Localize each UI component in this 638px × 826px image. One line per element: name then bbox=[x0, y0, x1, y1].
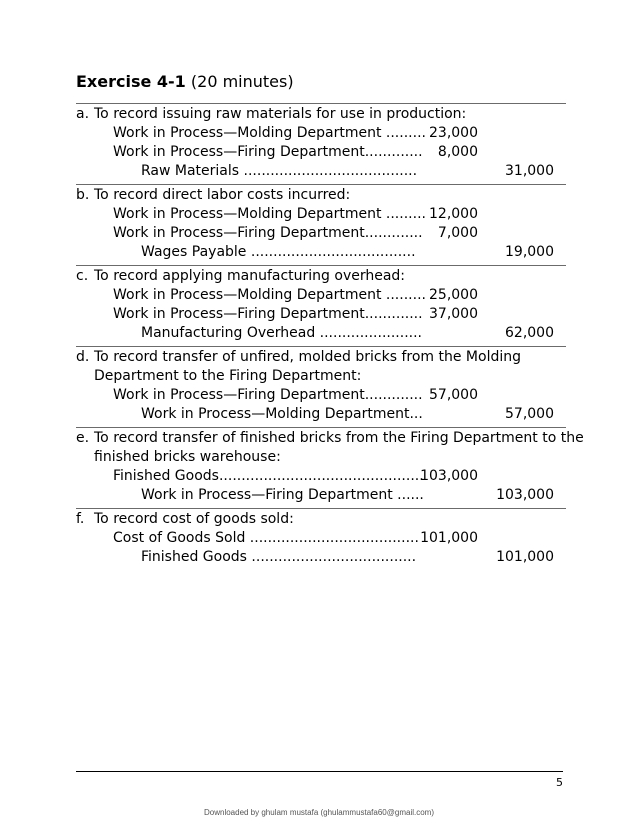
exercise-title bbox=[76, 72, 294, 92]
entry-description-line bbox=[76, 267, 566, 286]
account-name: Work in Process—Molding Department ......... bbox=[113, 125, 426, 141]
account-name: Work in Process—Molding Department... bbox=[141, 406, 423, 422]
footer-rule bbox=[76, 771, 563, 772]
account-name: Work in Process—Firing Department............. bbox=[113, 144, 423, 160]
journal-entry-d bbox=[76, 346, 566, 427]
journal-entry-a bbox=[76, 103, 566, 184]
debit-line bbox=[76, 386, 566, 405]
credit-line bbox=[76, 548, 566, 567]
account-name: Work in Process—Molding Department ......... bbox=[113, 287, 426, 303]
credit-line bbox=[76, 162, 566, 181]
entry-description-text: To record transfer of unfired, molded bricks from the Molding bbox=[94, 349, 521, 365]
debit-amount: 101,000 bbox=[420, 530, 478, 546]
credit-amount: 103,000 bbox=[496, 487, 554, 503]
account-name: Work in Process—Firing Department ...... bbox=[141, 487, 424, 503]
entry-letter: c. bbox=[76, 268, 89, 284]
credit-amount: 101,000 bbox=[496, 549, 554, 565]
debit-amount: 7,000 bbox=[437, 225, 478, 241]
entry-description-line bbox=[76, 105, 566, 124]
credit-amount: 31,000 bbox=[505, 163, 554, 179]
exercise-label: Exercise 4-1 bbox=[76, 72, 186, 91]
debit-amount: 57,000 bbox=[429, 387, 478, 403]
entry-letter: a. bbox=[76, 106, 90, 122]
journal-entries bbox=[76, 103, 584, 570]
page-number: 5 bbox=[556, 776, 563, 789]
account-name: Work in Process—Molding Department ......... bbox=[113, 206, 426, 222]
account-name: Wages Payable ..................................... bbox=[141, 244, 416, 260]
debit-amount: 37,000 bbox=[429, 306, 478, 322]
credit-amount: 19,000 bbox=[505, 244, 554, 260]
account-name: Raw Materials ....................................... bbox=[141, 163, 418, 179]
account-name: Finished Goods ..................................... bbox=[141, 549, 417, 565]
journal-entry-c bbox=[76, 265, 566, 346]
entry-description-line bbox=[76, 367, 566, 386]
debit-amount: 8,000 bbox=[437, 144, 478, 160]
entry-description-text: To record issuing raw materials for use in production: bbox=[94, 106, 467, 122]
entry-description-line bbox=[76, 510, 566, 529]
debit-line bbox=[76, 124, 566, 143]
journal-entry-b bbox=[76, 184, 566, 265]
debit-line bbox=[76, 143, 566, 162]
entry-description-line bbox=[76, 186, 566, 205]
journal-entry-f bbox=[76, 508, 566, 570]
debit-line bbox=[76, 205, 566, 224]
entry-letter: e. bbox=[76, 430, 90, 446]
account-name: Cost of Goods Sold ...................................... bbox=[113, 530, 419, 546]
entry-letter: b. bbox=[76, 187, 90, 203]
credit-line bbox=[76, 324, 566, 343]
credit-line bbox=[76, 405, 566, 424]
credit-amount: 57,000 bbox=[505, 406, 554, 422]
debit-line bbox=[76, 224, 566, 243]
debit-amount: 23,000 bbox=[429, 125, 478, 141]
account-name: Finished Goods.............................................. bbox=[113, 468, 424, 484]
debit-line bbox=[76, 467, 566, 486]
entry-description-text: To record cost of goods sold: bbox=[94, 511, 294, 527]
entry-description-text: To record transfer of finished bricks from the Firing Department to the bbox=[94, 430, 584, 446]
download-footer: Downloaded by ghulam mustafa (ghulammustafa60@gmail.com) bbox=[203, 808, 434, 817]
entry-letter: d. bbox=[76, 349, 90, 365]
entry-description-line bbox=[76, 348, 566, 367]
debit-amount: 12,000 bbox=[429, 206, 478, 222]
entry-description-text: To record applying manufacturing overhead: bbox=[94, 268, 406, 284]
debit-line bbox=[76, 529, 566, 548]
credit-line bbox=[76, 243, 566, 262]
credit-line bbox=[76, 486, 566, 505]
exercise-duration: (20 minutes) bbox=[190, 72, 294, 91]
account-name: Work in Process—Firing Department............. bbox=[113, 387, 423, 403]
debit-amount: 103,000 bbox=[420, 468, 478, 484]
entry-description-line bbox=[76, 448, 566, 467]
account-name: Work in Process—Firing Department............. bbox=[113, 306, 423, 322]
credit-amount: 62,000 bbox=[505, 325, 554, 341]
entry-letter: f. bbox=[76, 511, 85, 527]
debit-line bbox=[76, 305, 566, 324]
entry-description-text: finished bricks warehouse: bbox=[94, 449, 281, 465]
debit-line bbox=[76, 286, 566, 305]
debit-amount: 25,000 bbox=[429, 287, 478, 303]
entry-description-text: To record direct labor costs incurred: bbox=[94, 187, 351, 203]
entry-description-text: Department to the Firing Department: bbox=[94, 368, 362, 384]
journal-entry-e bbox=[76, 427, 584, 508]
entry-description-line bbox=[76, 429, 584, 448]
account-name: Work in Process—Firing Department............. bbox=[113, 225, 423, 241]
account-name: Manufacturing Overhead ....................... bbox=[141, 325, 423, 341]
